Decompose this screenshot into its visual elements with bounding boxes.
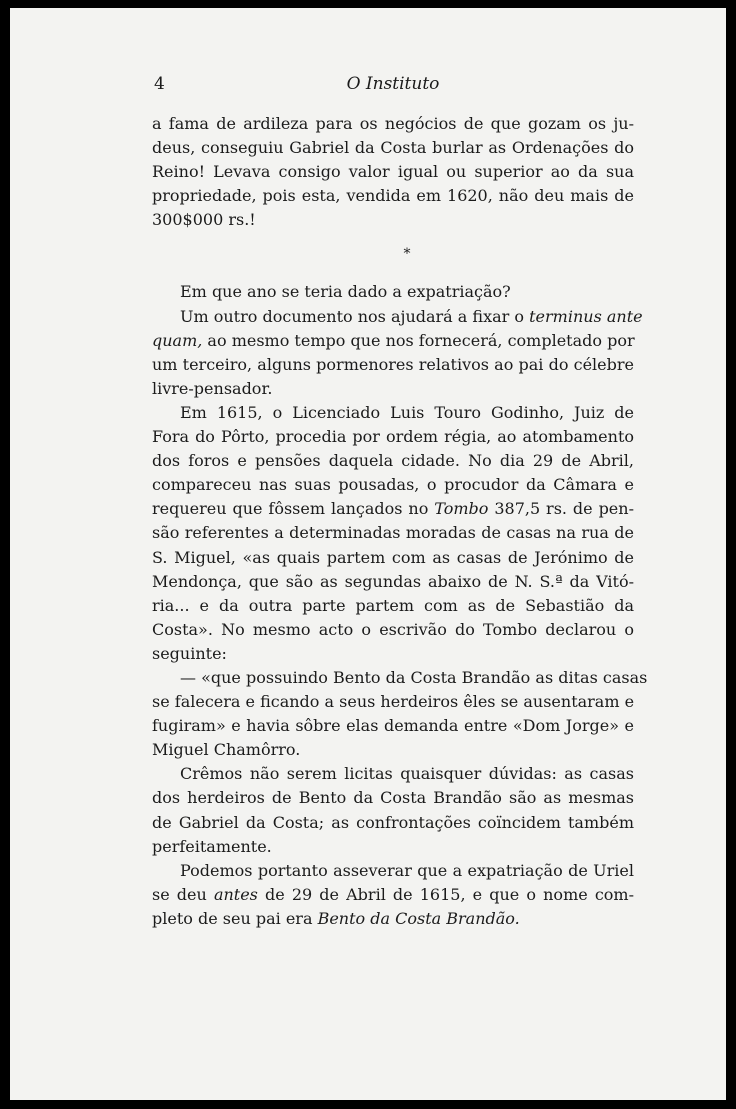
text-line: Crêmos não serem licitas quaisquer dúvidas: as casas <box>180 764 634 784</box>
page-number: 4 <box>154 74 165 94</box>
text-line: deus, conseguiu Gabriel da Costa burlar as Ordenações do <box>152 138 634 158</box>
section-separator: * <box>403 246 411 263</box>
text-line: se deu antes de 29 de Abril de 1615, e que o nome com- <box>152 884 634 904</box>
text-line: propriedade, pois esta, vendida em 1620, não deu mais de <box>152 186 634 206</box>
paragraph-quote <box>152 666 648 762</box>
text-line: compareceu nas suas pousadas, o procudor da Câmara e <box>152 475 634 495</box>
text-line: Podemos portanto asseverar que a expatriação de Uriel <box>180 860 634 880</box>
paragraph-1 <box>152 112 634 232</box>
text-line: dos herdeiros de Bento da Costa Brandão são as mesmas <box>152 788 634 808</box>
text-block <box>152 74 648 931</box>
text-line: Em que ano se teria dado a expatriação? <box>180 282 511 302</box>
paragraph-5 <box>152 762 634 858</box>
text-line: Mendonça, que são as segundas abaixo de N. S.ª da Vitó- <box>152 571 634 591</box>
text-line: dos foros e pensões daquela cidade. No dia 29 de Abril, <box>152 451 634 471</box>
paragraph-6 <box>152 859 634 931</box>
text-line: — «que possuindo Bento da Costa Brandão as ditas casas <box>180 667 648 687</box>
text-line: Miguel Chamôrro. <box>152 740 301 760</box>
text-line: ria... e da outra parte partem com as de Sebastião da <box>152 595 634 615</box>
document-page <box>10 8 726 1100</box>
text-line: a fama de ardileza para os negócios de que gozam os ju- <box>152 114 634 133</box>
text-line: Costa». No mesmo acto o escrivão do Tombo declarou o <box>152 619 634 639</box>
text-line: requereu que fôssem lançados no Tombo 387,5 rs. de pen- <box>152 499 634 519</box>
text-line: perfeitamente. <box>152 836 272 856</box>
running-head <box>152 74 634 100</box>
paragraph-4 <box>152 401 634 666</box>
paragraph-3 <box>152 305 643 401</box>
text-line: são referentes a determinadas moradas de casas na rua de <box>152 523 634 543</box>
text-line: de Gabriel da Costa; as confrontações coïncidem também <box>152 812 634 832</box>
text-line: um terceiro, alguns pormenores relativos ao pai do célebre <box>152 354 634 374</box>
text-line: fugiram» e havia sôbre elas demanda entre «Dom Jorge» e <box>152 716 634 736</box>
text-line: S. Miguel, «as quais partem com as casas de Jerónimo de <box>152 547 634 567</box>
journal-title: O Instituto <box>346 74 440 94</box>
text-line: 300$000 rs.! <box>152 210 256 230</box>
text-line: Reino! Levava consigo valor igual ou superior ao da sua <box>152 162 634 182</box>
text-line: se falecera e ficando a seus herdeiros êles se ausentaram e <box>152 692 635 712</box>
text-line: Fora do Pôrto, procedia por ordem régia, ao atombamento <box>152 427 634 447</box>
text-line: Em 1615, o Licenciado Luis Touro Godinho, Juiz de <box>180 402 634 422</box>
text-line: seguinte: <box>152 643 227 663</box>
text-line: quam, ao mesmo tempo que nos fornecerá, completado por <box>152 330 635 350</box>
paragraph-2 <box>152 280 634 304</box>
text-line: livre-pensador. <box>152 378 273 398</box>
text-line: Um outro documento nos ajudará a fixar o terminus ante <box>180 306 643 326</box>
text-line: pleto de seu pai era Bento da Costa Brandão. <box>152 908 520 928</box>
